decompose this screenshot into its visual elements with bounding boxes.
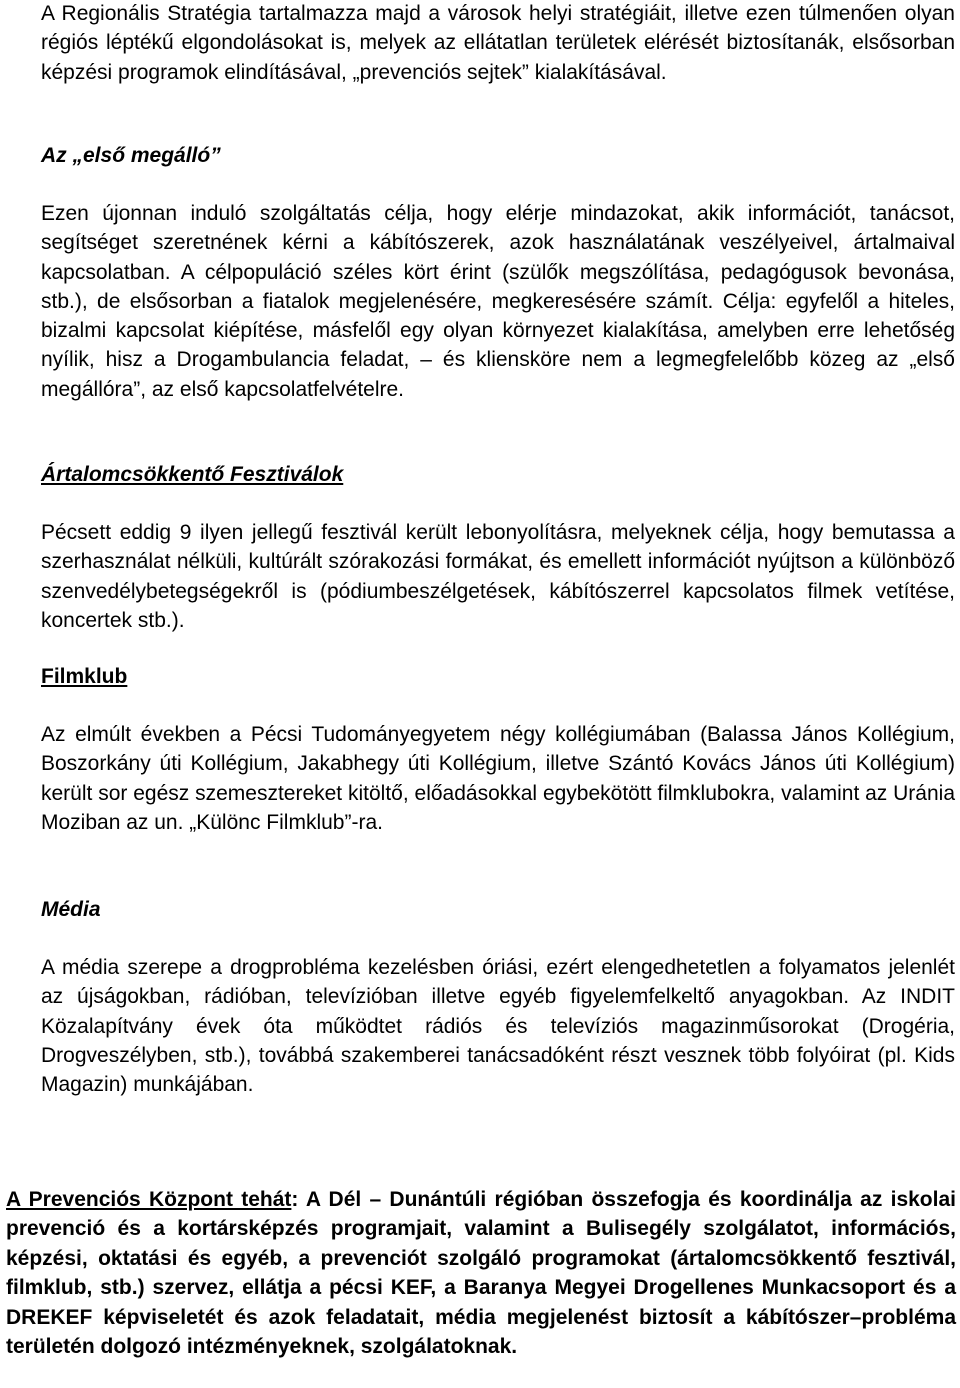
intro-paragraph: A Regionális Stratégia tartalmazza majd a városok helyi stratégiáit, illetve ezen túlmenően olyan régiós léptékű elgondolásokat is, melyek az ellátatlan területek elérését biztosítanák, elsősorban képzési programok elindításával, „prevenciós sejtek” kialakításával.	[41, 2, 955, 84]
heading-filmclub: Filmklub	[41, 665, 128, 688]
heading-first-stop: Az „első megálló”	[41, 144, 221, 167]
heading-media: Média	[41, 898, 101, 921]
summary-lead: A Prevenciós Központ tehát	[6, 1188, 292, 1211]
summary-paragraph	[6, 1185, 956, 1361]
festivals-paragraph: Pécsett eddig 9 ilyen jellegű fesztivál került lebonyolításra, melyeknek célja, hogy bemutassa a szerhasználat nélküli, kultúrált szórakozási formákat, és emellett információt nyújtson a különböző szenvedélybetegségekről is (pódiumbeszélgetések, kábítószerrel kapcsolatos filmek vetítése, koncertek stb.).	[41, 521, 955, 632]
first-stop-paragraph: Ezen újonnan induló szolgáltatás célja, hogy elérje mindazokat, akik információt, tanácsot, segítséget szeretnének kérni a kábítószerek, azok használatának veszélyeivel, ártalmaival kapcsolatban. A célpopuláció széles kört érint (szülők megszólítása, pedagógusok bevonása, stb.), de elsősorban a fiatalok megjelenésére, megkeresésére számít. Célja: egyfelől a hiteles, bizalmi kapcsolat kiépítése, másfelől egy olyan környezet kialakítása, amelyben erre lehetőség nyílik, hisz a Drogambulancia feladat, – és klienskörе nem a legmegfelelőbb közeg az „első megállóra”, az első kapcsolatfelvételre.	[41, 202, 955, 401]
media-paragraph: A média szerepe a drogprobléma kezelésben óriási, ezért elengedhetetlen a folyamatos jelenlét az újságokban, rádióban, televízióban illetve egyéb figyelemfelkeltő anyagokban. Az INDIT Közalapítvány évek óta működtet rádiós és televíziós magazinműsorokat (Drogéria, Drogveszélyben, stb.), továbbá szakemberei tanácsadóként részt vesznek több folyóirat (pl. Kids Magazin) munkájában.	[41, 956, 955, 1097]
summary-text: : A Dél – Dunántúli régióban összefogja és koordinálja az iskolai prevenció és a kortársképzés programjait, valamint a Bulisegély szolgálatot, információs, képzési, oktatási és egyéb, a prevenciót szolgáló programokat (ártalomcsökkentő fesztivál, filmklub, stb.) szervez, ellátja a pécsi KEF, a Baranya Megyei Drogellenes Munkacsoport és a DREKEF képviseletét és azok feladatait, média megjelenést biztosít a kábítószer–probléma területén dolgozó intézményeknek, szolgálatoknak.	[6, 1188, 956, 1359]
filmclub-paragraph: Az elmúlt években a Pécsi Tudományegyetem négy kollégiumában (Balassa János Kollégium, Boszorkány úti Kollégium, Jakabhegy úti Kollégium, illetve Szántó Kovács János úti Kollégium) került sor egész szemesztereket kitöltő, előadásokkal egybekötött filmklubokra, valamint az Uránia Moziban az un. „Különc Filmklub”-ra.	[41, 723, 955, 834]
heading-festivals: Ártalomcsökkentő Fesztiválok	[41, 463, 344, 486]
